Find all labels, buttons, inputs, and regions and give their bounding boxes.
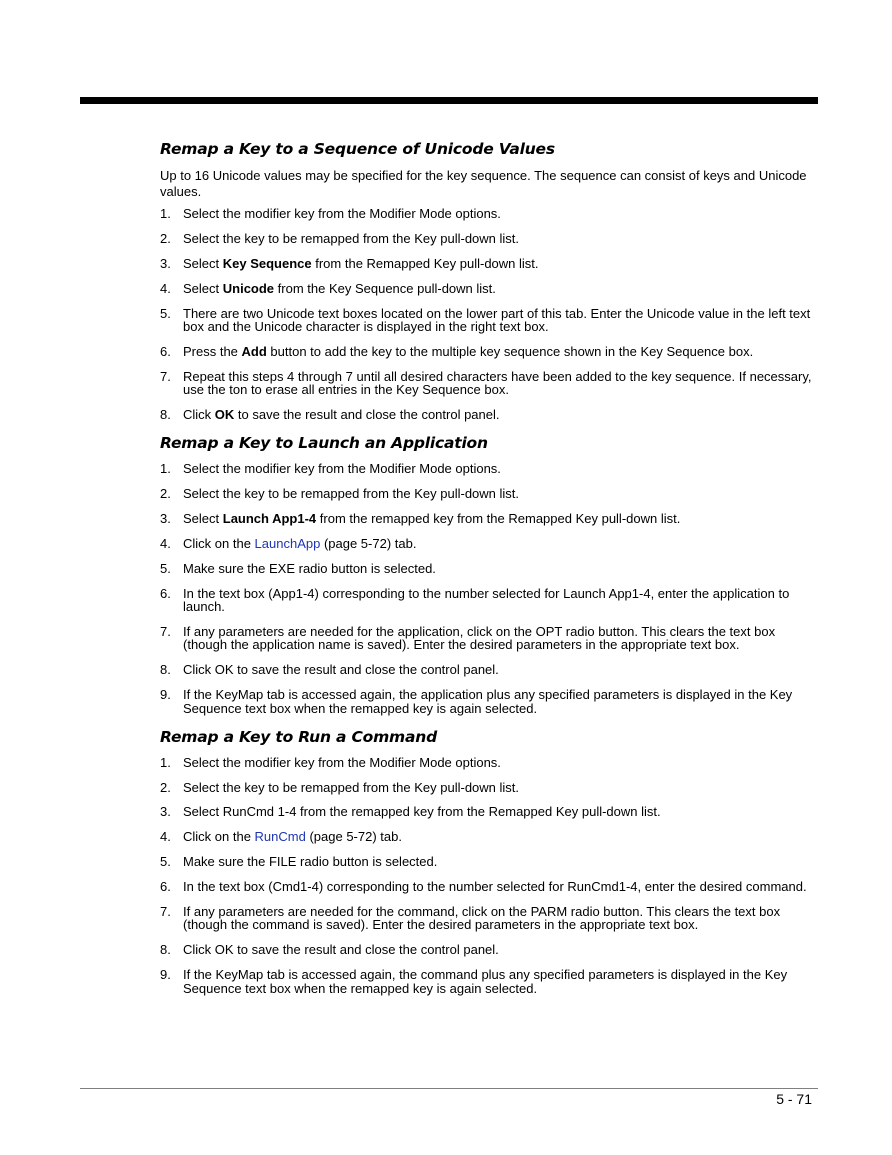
step-item <box>160 487 820 501</box>
step-item <box>160 663 820 677</box>
step-text: Make sure the EXE radio button is selected. <box>183 560 436 576</box>
step-text: In the text box (App1-4) corresponding to the number selected for Launch App1-4, enter the application to launch. <box>183 585 790 615</box>
step-number: 8. <box>160 942 171 958</box>
step-bold-term: Unicode <box>222 280 275 296</box>
step-number: 7. <box>160 623 171 639</box>
step-text: Click on the <box>183 535 255 551</box>
step-text: If the KeyMap tab is accessed again, the command plus any specified parameters is displayed in the Key Sequence text box when the remapped key is again selected. <box>183 967 788 996</box>
step-text: Select the modifier key from the Modifier Mode options. <box>183 461 501 477</box>
step-item <box>160 307 820 334</box>
step-text: Click OK to save the result and close the control panel. <box>183 662 499 678</box>
step-number: 8. <box>160 662 171 678</box>
step-text: Select <box>183 510 223 526</box>
step-text: from the Key Sequence pull-down list. <box>274 280 496 296</box>
step-item <box>160 688 820 715</box>
step-number: 5. <box>160 854 171 870</box>
step-text: In the text box (Cmd1-4) corresponding to the number selected for RunCmd1-4, enter the desired command. <box>183 879 807 895</box>
step-item <box>160 345 820 359</box>
step-list <box>160 756 820 996</box>
step-text: Make sure the FILE radio button is selected. <box>183 854 438 870</box>
cross-reference-link[interactable]: RunCmd <box>254 829 306 845</box>
header-rule <box>80 97 818 104</box>
step-text: Select the modifier key from the Modifier Mode options. <box>183 206 501 221</box>
step-text: Click on the <box>183 829 255 845</box>
page-number: 5 - 71 <box>776 1091 812 1107</box>
step-text: Press the <box>183 343 242 359</box>
step-text: Select <box>183 255 223 271</box>
step-number: 3. <box>160 255 171 271</box>
step-number: 5. <box>160 560 171 576</box>
step-text: Select the key to be remapped from the Key pull-down list. <box>183 486 520 502</box>
step-number: 2. <box>160 230 171 246</box>
step-item <box>160 781 820 795</box>
section-heading: Remap a Key to Run a Command <box>160 727 437 746</box>
step-item <box>160 462 820 476</box>
step-list <box>160 207 820 422</box>
step-number: 1. <box>160 206 171 221</box>
step-number: 9. <box>160 967 171 983</box>
step-text: Select the modifier key from the Modifier Mode options. <box>183 754 501 770</box>
step-number: 2. <box>160 486 171 502</box>
step-number: 7. <box>160 368 171 384</box>
step-item <box>160 587 820 614</box>
section-heading: Remap a Key to Launch an Application <box>160 434 488 453</box>
step-item <box>160 756 820 770</box>
step-number: 8. <box>160 407 171 423</box>
step-number: 6. <box>160 343 171 359</box>
document-body <box>160 139 820 1007</box>
step-item <box>160 830 820 844</box>
step-item <box>160 880 820 894</box>
step-item <box>160 537 820 551</box>
step-text: (page 5-72) tab. <box>320 535 417 551</box>
step-number: 2. <box>160 779 171 795</box>
section-heading: Remap a Key to a Sequence of Unicode Values <box>160 140 555 158</box>
step-text: to save the result and close the control panel. <box>234 407 500 423</box>
step-number: 4. <box>160 829 171 845</box>
step-text: Repeat this steps 4 through 7 until all desired characters have been added to the key sequence. If necessary, use the ton to erase all entries in the Key Sequence box. <box>183 368 812 398</box>
step-text: If any parameters are needed for the command, click on the PARM radio button. This clears the text box (though the command is saved). Enter the desired parameters in the appropriate text box. <box>183 903 781 933</box>
step-number: 6. <box>160 879 171 895</box>
step-item <box>160 855 820 869</box>
step-text: Select <box>183 280 223 296</box>
step-text: If any parameters are needed for the application, click on the OPT radio button. This clears the text box (though the application name is saved). Enter the desired parameters in the appropriate text box. <box>183 623 776 653</box>
step-item <box>160 282 820 296</box>
step-text: Select the key to be remapped from the Key pull-down list. <box>183 779 520 795</box>
step-number: 1. <box>160 461 171 477</box>
step-item <box>160 625 820 652</box>
step-bold-term: Launch App1-4 <box>222 510 317 526</box>
step-item <box>160 232 820 246</box>
step-item <box>160 408 820 422</box>
step-text: Click <box>183 407 215 423</box>
step-text: from the remapped key from the Remapped Key pull-down list. <box>316 510 681 526</box>
step-text: (page 5-72) tab. <box>305 829 402 845</box>
step-number: 3. <box>160 804 171 820</box>
step-number: 6. <box>160 585 171 601</box>
step-text: Click OK to save the result and close the control panel. <box>183 942 499 958</box>
step-item <box>160 943 820 957</box>
step-bold-term: Key Sequence <box>222 255 312 271</box>
step-text: Select RunCmd 1-4 from the remapped key from the Remapped Key pull-down list. <box>183 804 661 820</box>
step-number: 7. <box>160 903 171 919</box>
step-text: button to add the key to the multiple key sequence shown in the Key Sequence box. <box>266 343 754 359</box>
step-item <box>160 512 820 526</box>
footer-rule <box>80 1088 818 1089</box>
step-list <box>160 462 820 715</box>
step-item <box>160 207 820 221</box>
step-item <box>160 370 820 397</box>
cross-reference-link[interactable]: LaunchApp <box>254 535 321 551</box>
step-number: 1. <box>160 754 171 770</box>
step-item <box>160 805 820 819</box>
step-text: from the Remapped Key pull-down list. <box>311 255 539 271</box>
step-item <box>160 905 820 932</box>
sections-container <box>160 139 820 995</box>
section-intro: Up to 16 Unicode values may be specified for the key sequence. The sequence can consist of keys and Unicode values. <box>160 168 807 199</box>
step-bold-term: OK <box>214 407 235 423</box>
step-text: If the KeyMap tab is accessed again, the application plus any specified parameters is displayed in the Key Sequence text box when the remapped key is again selected. <box>183 687 793 716</box>
step-number: 9. <box>160 687 171 703</box>
step-text: There are two Unicode text boxes located on the lower part of this tab. Enter the Unicode value in the left text box and the Unicode character is displayed in the right text box. <box>183 305 811 335</box>
step-number: 4. <box>160 280 171 296</box>
step-item <box>160 562 820 576</box>
step-bold-term: Add <box>241 343 267 359</box>
step-number: 5. <box>160 305 171 321</box>
step-text: Select the key to be remapped from the Key pull-down list. <box>183 230 520 246</box>
step-item <box>160 968 820 995</box>
step-number: 4. <box>160 535 171 551</box>
step-number: 3. <box>160 510 171 526</box>
step-item <box>160 257 820 271</box>
